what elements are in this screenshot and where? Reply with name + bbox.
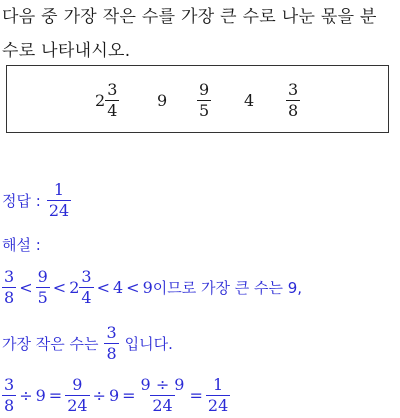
equals-sign: = bbox=[122, 385, 136, 405]
value-four: 4 bbox=[112, 277, 124, 297]
choice-whole: 2 bbox=[95, 90, 106, 110]
denominator: 4 bbox=[81, 287, 92, 307]
numerator: 9 ÷ 9 bbox=[140, 374, 185, 394]
question-text bbox=[2, 0, 398, 68]
answer-label: 정답 : bbox=[2, 191, 41, 210]
choice-integer: 4 bbox=[244, 90, 255, 110]
value-nine: 9 bbox=[35, 385, 46, 405]
numerator: 3 bbox=[4, 374, 15, 394]
denominator: 5 bbox=[199, 100, 210, 120]
less-than-sign: < bbox=[19, 277, 33, 297]
numerator: 1 bbox=[53, 179, 65, 199]
divide-sign: ÷ bbox=[19, 385, 33, 405]
explanation-line-2 bbox=[2, 320, 173, 366]
explanation-label-row bbox=[2, 232, 41, 256]
numerator: 3 bbox=[106, 322, 117, 342]
denominator: 8 bbox=[106, 343, 117, 363]
choice-fraction bbox=[286, 66, 300, 134]
less-than-sign: < bbox=[52, 277, 67, 297]
numerator: 3 bbox=[81, 266, 92, 286]
choice-fraction bbox=[197, 66, 211, 134]
numerator: 9 bbox=[37, 266, 48, 286]
whole-part: 2 bbox=[69, 277, 80, 297]
denominator: 24 bbox=[67, 395, 88, 415]
numerator: 9 bbox=[72, 374, 83, 394]
explanation-label: 해설 : bbox=[2, 235, 41, 254]
explanation-line-1-text: 이므로 가장 큰 수는 9, bbox=[152, 278, 303, 297]
explanation-line-2-text: 가장 작은 수는 bbox=[2, 334, 99, 353]
denominator: 4 bbox=[107, 100, 118, 120]
less-than-sign: < bbox=[126, 277, 140, 297]
numerator: 3 bbox=[4, 266, 15, 286]
answer-row bbox=[2, 180, 71, 220]
numerator: 3 bbox=[288, 79, 299, 99]
denominator: 8 bbox=[4, 287, 15, 307]
choices-box bbox=[6, 65, 389, 133]
denominator: 8 bbox=[4, 395, 15, 415]
choice-mixed-fraction bbox=[95, 66, 119, 134]
question-line-1: 다음 중 가장 작은 수를 가장 큰 수로 나눈 몫을 분 bbox=[2, 7, 377, 27]
explanation-line-3 bbox=[2, 372, 230, 418]
explanation-line-1 bbox=[2, 264, 302, 310]
choice-integer: 9 bbox=[157, 90, 168, 110]
numerator: 9 bbox=[199, 79, 210, 99]
denominator: 24 bbox=[48, 200, 70, 220]
question-line-2: 수로 나타내시오. bbox=[2, 41, 131, 61]
divide-sign: ÷ bbox=[92, 385, 106, 405]
denominator: 24 bbox=[207, 395, 229, 415]
numerator: 3 bbox=[107, 79, 118, 99]
denominator: 8 bbox=[288, 100, 299, 120]
answer-fraction bbox=[47, 179, 71, 220]
equals-sign: = bbox=[48, 385, 63, 405]
value-nine: 9 bbox=[142, 277, 153, 297]
value-nine: 9 bbox=[108, 385, 120, 405]
equals-sign: = bbox=[189, 385, 203, 405]
numerator: 1 bbox=[212, 374, 224, 394]
denominator: 24 bbox=[152, 395, 173, 415]
less-than-sign: < bbox=[96, 277, 110, 297]
explanation-line-2-suffix: 입니다. bbox=[124, 334, 173, 353]
denominator: 5 bbox=[37, 287, 48, 307]
choice-fraction bbox=[105, 79, 119, 120]
